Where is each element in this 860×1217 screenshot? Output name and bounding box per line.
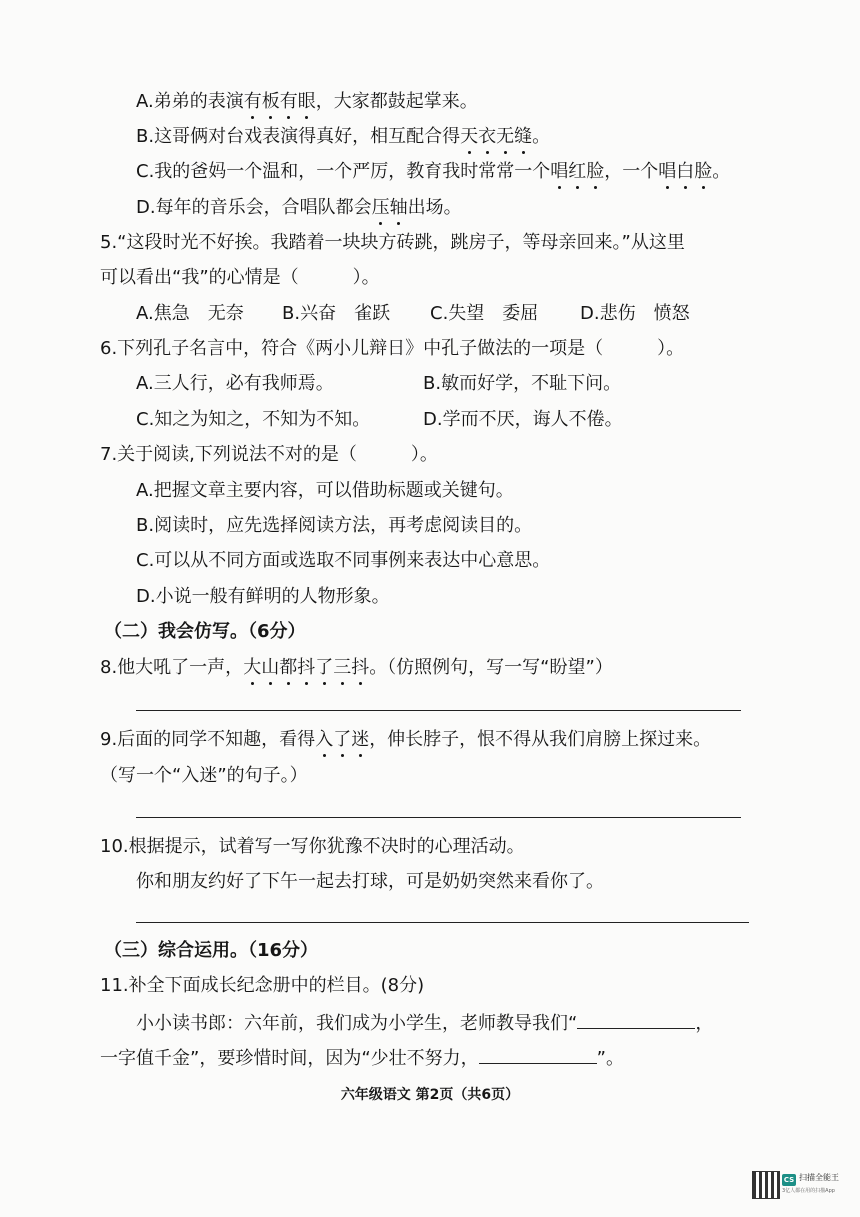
dotted-phrase: 天衣无缝	[460, 126, 533, 147]
page-footer: 六年级语文 第2页（共6页）	[340, 1087, 520, 1103]
q7-option-a: A.把握文章主要内容，可以借助标题或关键句。	[136, 480, 514, 501]
q5-option-c: C.失望 委屈	[430, 303, 539, 324]
q4-option-c: C.我的爸妈一个温和，一个严厉，教育我时常常一个唱红脸，一个唱白脸。	[136, 161, 731, 182]
answer-line-q9[interactable]	[136, 817, 741, 818]
q6-option-b: B.敏而好学，不耻下问。	[423, 373, 622, 394]
q9-stem: 9.后面的同学不知趣，看得入了迷，伸长脖子，恨不得从我们肩膀上探过来。	[100, 729, 712, 750]
q5-stem-line2: 可以看出“我”的心情是（ ）。	[100, 267, 380, 288]
q8-stem: 8.他大吼了一声，大山都抖了三抖。（仿照例句，写一写“盼望”）	[100, 657, 613, 678]
q7-option-c: C.可以从不同方面或选取不同事例来表达中心意思。	[136, 550, 551, 571]
dotted-phrase: 大山都抖了三抖	[243, 657, 370, 678]
q10-prompt: 你和朋友约好了下午一起去打球，可是奶奶突然来看你了。	[136, 871, 604, 892]
answer-line-q10[interactable]	[136, 922, 749, 923]
dotted-phrase: 有板有眼	[243, 91, 316, 112]
q6-stem: 6.下列孔子名言中，符合《两小儿辩日》中孔子做法的一项是（ ）。	[100, 338, 685, 359]
q4-option-a: A.弟弟的表演有板有眼，大家都鼓起掌来。	[136, 91, 478, 112]
q10-stem: 10.根据提示，试着写一写你犹豫不决时的心理活动。	[100, 836, 525, 857]
q5-stem-line1: 5.“这段时光不好挨。我踏着一块块方砖跳，跳房子，等母亲回来。”从这里	[100, 232, 685, 253]
section-heading-2: （二）我会仿写。（6分）	[104, 621, 306, 642]
q6-option-a: A.三人行，必有我师焉。	[136, 373, 334, 394]
q5-option-a: A.焦急 无奈	[136, 303, 244, 324]
camscanner-logo-icon: CS	[783, 1176, 795, 1184]
scanner-app-name: 扫描全能王	[799, 1173, 839, 1182]
dotted-phrase: 唱白脸	[658, 161, 713, 182]
fill-blank-2[interactable]	[479, 1045, 597, 1064]
q6-option-d: D.学而不厌，诲人不倦。	[423, 409, 623, 430]
dotted-phrase: 入了迷	[315, 729, 370, 750]
q7-stem: 7.关于阅读,下列说法不对的是（ ）。	[100, 444, 438, 465]
section-heading-3: （三）综合运用。（16分）	[104, 940, 319, 961]
q11-stem: 11.补全下面成长纪念册中的栏目。(8分)	[100, 975, 425, 996]
q5-option-b: B.兴奋 雀跃	[282, 303, 391, 324]
fill-blank-1[interactable]	[577, 1010, 695, 1029]
scanner-tagline: 3亿人都在用的扫描App	[782, 1188, 835, 1194]
q7-option-d: D.小说一般有鲜明的人物形象。	[136, 586, 390, 607]
q11-line2: 一字值千金”，要珍惜时间，因为“少壮不努力， ”。	[100, 1045, 624, 1071]
q11-line1: 小小读书郎：六年前，我们成为小学生，老师教导我们“ ，	[136, 1010, 713, 1036]
answer-line-q8[interactable]	[136, 710, 741, 711]
dotted-phrase: 唱红脸	[550, 161, 605, 182]
q9-stem-line2: （写一个“入迷”的句子。）	[100, 765, 308, 786]
q5-options	[136, 302, 690, 326]
q7-option-b: B.阅读时，应先选择阅读方法，再考虑阅读目的。	[136, 515, 533, 536]
q5-option-d: D.悲伤 愤怒	[580, 303, 690, 324]
q4-option-b: B.这哥俩对台戏表演得真好，相互配合得天衣无缝。	[136, 126, 551, 147]
q4-option-d: D.每年的音乐会，合唱队都会压轴出场。	[136, 197, 462, 218]
qr-code-icon	[752, 1171, 780, 1199]
dotted-phrase: 压轴	[371, 197, 408, 218]
q6-option-c: C.知之为知之，不知为不知。	[136, 409, 371, 430]
